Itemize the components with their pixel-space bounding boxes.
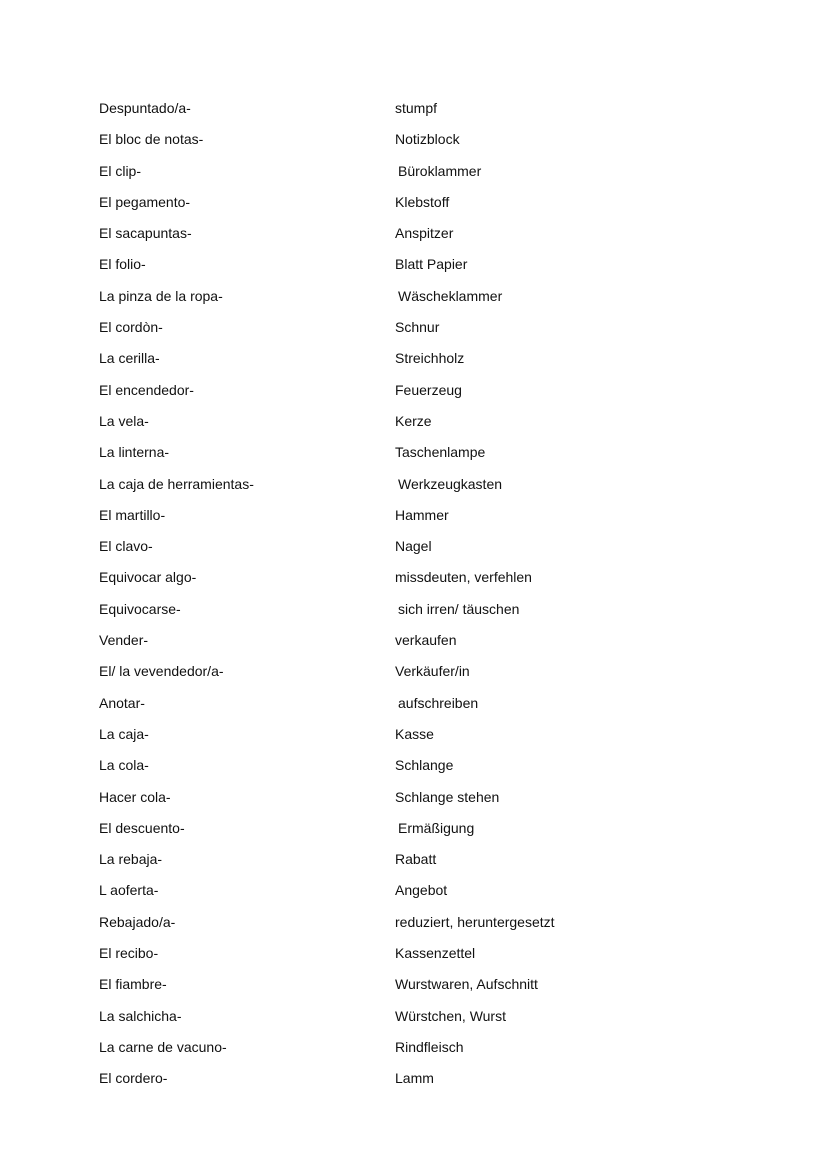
list-item [99, 848, 699, 879]
german-translation: Wäscheklammer [398, 287, 503, 304]
spanish-term: El encendedor- [99, 381, 194, 398]
list-item [99, 692, 699, 723]
spanish-term: El pegamento- [99, 193, 191, 210]
german-translation: Rindfleisch [395, 1038, 464, 1055]
german-translation: aufschreiben [398, 694, 479, 711]
spanish-term: La caja- [99, 725, 149, 742]
list-item [99, 879, 699, 910]
list-item [99, 1067, 699, 1098]
list-item [99, 191, 699, 222]
spanish-term: Equivocarse- [99, 600, 181, 617]
spanish-term: Despuntado/a- [99, 100, 191, 116]
spanish-term: El recibo- [99, 945, 159, 962]
german-translation: Klebstoff [395, 193, 450, 210]
spanish-term: El folio- [99, 256, 146, 273]
list-item [99, 316, 699, 347]
spanish-term: La caja de herramientas- [99, 475, 254, 492]
spanish-term: La salchicha- [99, 1007, 182, 1024]
spanish-term: La cola- [99, 757, 149, 774]
list-item [99, 222, 699, 253]
spanish-term: Rebajado/a- [99, 913, 176, 930]
list-item [99, 535, 699, 566]
german-translation: Notizblock [395, 131, 460, 148]
list-item [99, 347, 699, 378]
list-item [99, 504, 699, 535]
spanish-term: El clip- [99, 162, 142, 179]
german-translation: Kassenzettel [395, 945, 476, 962]
spanish-term: El martillo- [99, 506, 166, 523]
list-item [99, 598, 699, 629]
german-translation: Hammer [395, 506, 449, 523]
german-translation: reduziert, heruntergesetzt [395, 913, 555, 930]
german-translation: Anspitzer [395, 225, 454, 242]
spanish-term: Equivocar algo- [99, 569, 197, 586]
list-item [99, 817, 699, 848]
list-item [99, 379, 699, 410]
spanish-term: El clavo- [99, 538, 153, 555]
german-translation: Lamm [395, 1070, 434, 1087]
german-translation: Kasse [395, 725, 434, 742]
list-item [99, 128, 699, 159]
list-item [99, 253, 699, 284]
list-item [99, 1036, 699, 1067]
spanish-term: La pinza de la ropa- [99, 287, 223, 304]
spanish-term: Hacer cola- [99, 788, 171, 805]
spanish-term: El cordòn- [99, 319, 163, 336]
german-translation: Schnur [395, 319, 440, 336]
german-translation: Kerze [395, 412, 432, 429]
german-translation: Feuerzeug [395, 381, 462, 398]
spanish-term: El/ la vevendedor/a- [99, 663, 224, 680]
list-item [99, 285, 699, 316]
spanish-term: La linterna- [99, 444, 170, 461]
spanish-term: El bloc de notas- [99, 131, 204, 148]
list-item [99, 754, 699, 785]
german-translation: missdeuten, verfehlen [395, 569, 532, 586]
german-translation: Rabatt [395, 851, 437, 868]
german-translation: Blatt Papier [395, 256, 468, 273]
spanish-term: El fiambre- [99, 976, 167, 993]
list-item [99, 942, 699, 973]
german-translation: Schlange [395, 757, 454, 774]
list-item [99, 97, 699, 128]
spanish-term: La carne de vacuno- [99, 1038, 227, 1055]
list-item [99, 723, 699, 754]
german-translation: Werkzeugkasten [398, 475, 503, 492]
german-translation: Nagel [395, 538, 432, 555]
spanish-term: L aoferta- [99, 882, 159, 899]
list-item [99, 566, 699, 597]
list-item [99, 973, 699, 1004]
german-translation: Streichholz [395, 350, 465, 367]
german-translation: Verkäufer/in [395, 663, 470, 680]
spanish-term: El cordero- [99, 1070, 168, 1087]
german-translation: Wurstwaren, Aufschnitt [395, 976, 538, 993]
list-item [99, 410, 699, 441]
list-item [99, 629, 699, 660]
list-item [99, 473, 699, 504]
vocabulary-list [99, 97, 699, 1099]
german-translation: Büroklammer [398, 162, 482, 179]
german-translation: Schlange stehen [395, 788, 500, 805]
spanish-term: Vender- [99, 632, 149, 649]
german-translation: Würstchen, Wurst [395, 1007, 506, 1024]
german-translation: stumpf [395, 100, 438, 116]
list-item [99, 911, 699, 942]
list-item [99, 1005, 699, 1036]
spanish-term: El sacapuntas- [99, 225, 192, 242]
spanish-term: El descuento- [99, 819, 185, 836]
spanish-term: Anotar- [99, 694, 145, 711]
german-translation: Taschenlampe [395, 444, 486, 461]
german-translation: Ermäßigung [398, 819, 475, 836]
spanish-term: La rebaja- [99, 851, 163, 868]
spanish-term: La vela- [99, 412, 149, 429]
list-item [99, 441, 699, 472]
german-translation: sich irren/ täuschen [398, 600, 520, 617]
spanish-term: La cerilla- [99, 350, 160, 367]
list-item [99, 786, 699, 817]
list-item [99, 660, 699, 691]
german-translation: Angebot [395, 882, 448, 899]
german-translation: verkaufen [395, 632, 457, 649]
list-item [99, 160, 699, 191]
